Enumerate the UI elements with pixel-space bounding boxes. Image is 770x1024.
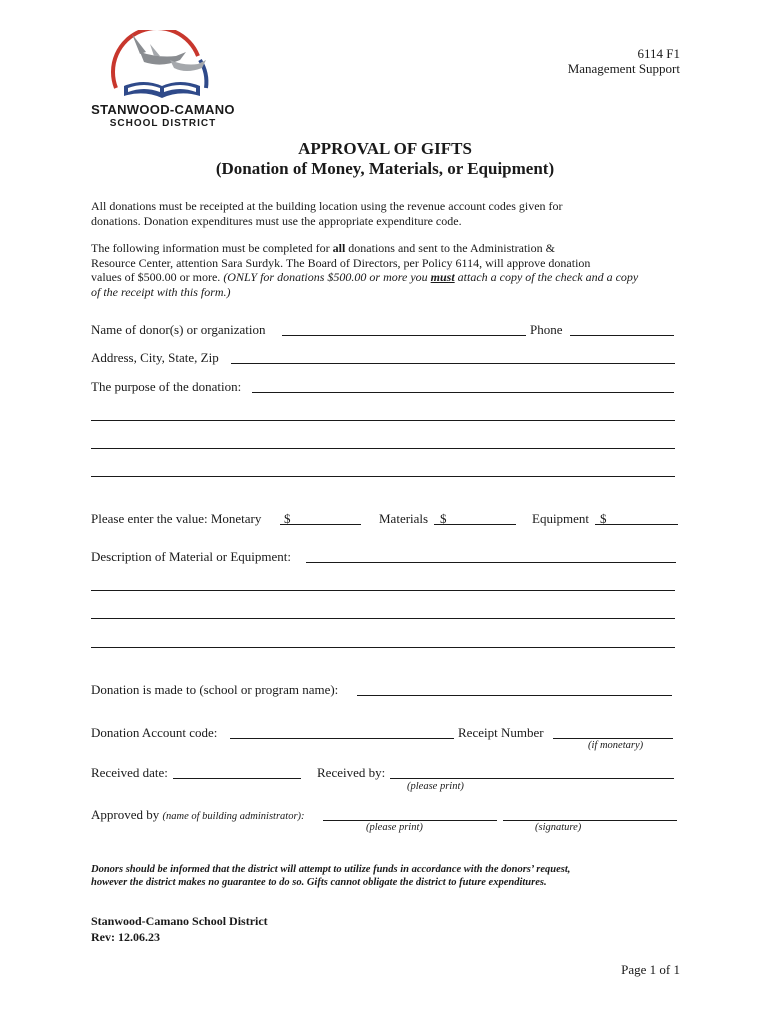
intro-italic: attach a copy of the check and a copy [454, 270, 639, 284]
equipment-currency: $ [600, 511, 607, 526]
account-code-field[interactable] [230, 738, 454, 739]
materials-label: Materials [379, 511, 429, 526]
value-label: Please enter the value: Monetary [91, 511, 262, 526]
intro-text: The following information must be completed for [91, 241, 333, 255]
donor-label: Name of donor(s) or organization [91, 322, 266, 337]
monetary-field[interactable] [280, 524, 361, 525]
received-by-label: Received by: [317, 765, 386, 780]
intro-text: donations and sent to the Administration & [345, 241, 555, 255]
equipment-label: Equipment [532, 511, 590, 526]
purpose-line-3[interactable] [91, 448, 675, 449]
phone-label: Phone [530, 322, 563, 337]
equipment-field[interactable] [595, 524, 678, 525]
intro-emphasis: all [332, 241, 346, 255]
address-field[interactable] [231, 363, 675, 364]
donation-to-field[interactable] [357, 695, 672, 696]
description-line-4[interactable] [91, 647, 675, 648]
purpose-line-4[interactable] [91, 476, 675, 477]
intro-p1-line1: All donations must be receipted at the building location using the revenue account codes given for [91, 199, 563, 213]
received-by-note: (please print) [407, 781, 464, 792]
purpose-field[interactable] [252, 392, 674, 393]
received-date-label: Received date: [91, 765, 168, 780]
description-field[interactable] [306, 562, 676, 563]
intro-italic: (ONLY for donations $500.00 or more you [223, 270, 431, 284]
intro-text: values of $500.00 or more. [91, 270, 224, 284]
page-subtitle: (Donation of Money, Materials, or Equipment) [215, 159, 555, 178]
footer-note-line2: however the district makes no guarantee to do so. Gifts cannot obligate the district to future expenditures. [91, 877, 547, 888]
materials-currency: $ [440, 511, 447, 526]
phone-field[interactable] [570, 335, 674, 336]
purpose-label: The purpose of the donation: [91, 379, 242, 394]
logo-name: STANWOOD-CAMANO [91, 102, 235, 117]
intro-p2-line1 [91, 241, 555, 256]
intro-p2-line3 [91, 270, 638, 285]
approved-by-signature-note: (signature) [535, 822, 582, 833]
approved-by-name-field[interactable] [323, 820, 497, 821]
donation-to-label: Donation is made to (school or program name): [91, 682, 339, 697]
if-monetary-note: (if monetary) [588, 740, 644, 751]
policy-number: 6114 F1 [637, 46, 680, 61]
purpose-line-2[interactable] [91, 420, 675, 421]
address-label: Address, City, State, Zip [91, 350, 219, 365]
received-by-field[interactable] [390, 778, 674, 779]
approved-by-print-note: (please print) [366, 822, 423, 833]
received-date-field[interactable] [173, 778, 301, 779]
receipt-label: Receipt Number [458, 725, 544, 740]
approved-by-label [91, 807, 305, 825]
intro-p2-line2: Resource Center, attention Sara Surdyk. The Board of Directors, per Policy 6114, will approve donation [91, 256, 591, 270]
materials-field[interactable] [434, 524, 516, 525]
approved-by-signature-field[interactable] [503, 820, 677, 821]
logo-subname: SCHOOL DISTRICT [109, 118, 217, 129]
revision-date: Rev: 12.06.23 [91, 930, 160, 944]
district-logo [88, 30, 238, 130]
approved-by-note: (name of building administrator): [162, 811, 305, 822]
district-name: Stanwood-Camano School District [91, 914, 268, 928]
page-title: APPROVAL OF GIFTS [298, 139, 472, 158]
description-line-3[interactable] [91, 618, 675, 619]
geese-book-logo-icon [88, 30, 238, 102]
description-line-2[interactable] [91, 590, 675, 591]
intro-must: must [430, 270, 455, 284]
account-code-label: Donation Account code: [91, 725, 218, 740]
policy-category: Management Support [567, 61, 680, 76]
description-label: Description of Material or Equipment: [91, 549, 292, 564]
monetary-currency: $ [284, 511, 291, 526]
donor-field[interactable] [282, 335, 526, 336]
receipt-field[interactable] [553, 738, 673, 739]
approved-by-text: Approved by [91, 807, 163, 822]
footer-note-line1: Donors should be informed that the district will attempt to utilize funds in accordance with the donors’ request, [91, 864, 571, 875]
page-number: Page 1 of 1 [621, 962, 680, 977]
intro-p2-line4: of the receipt with this form.) [91, 285, 231, 299]
intro-p1-line2: donations. Donation expenditures must use the appropriate expenditure code. [91, 214, 462, 228]
